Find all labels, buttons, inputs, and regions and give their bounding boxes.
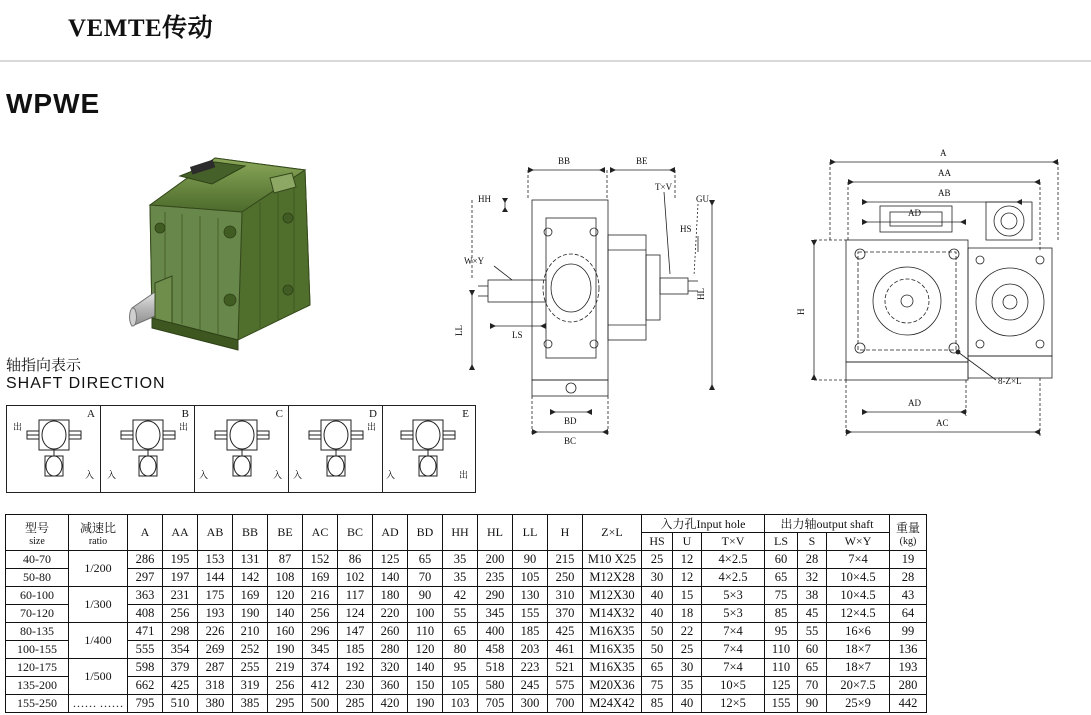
cell-wxy: 12×4.5: [827, 605, 890, 623]
cell-ll: 130: [513, 587, 548, 605]
header-size: [6, 515, 69, 551]
header-col-aa: AA: [163, 515, 198, 551]
cell-size: 100-155: [6, 641, 69, 659]
cell-wxy: 7×4: [827, 551, 890, 569]
svg-text:AD: AD: [908, 208, 921, 218]
cell-a: 598: [128, 659, 163, 677]
cell-hl: 290: [478, 587, 513, 605]
header-ls: LS: [765, 533, 798, 551]
shaft-direction-letter: A: [87, 408, 95, 420]
header-ratio-cn: 减速比: [79, 520, 116, 535]
cell-ratio: 1/400: [69, 623, 128, 659]
cell-s: 45: [798, 605, 827, 623]
shaft-direction-in: 入: [386, 470, 396, 480]
cell-zxl: M20X36: [583, 677, 642, 695]
shaft-direction-out: 出: [367, 422, 377, 432]
svg-text:HL: HL: [696, 288, 706, 300]
table-row: [6, 659, 927, 677]
svg-text:BC: BC: [564, 436, 577, 446]
cell-txv: 7×4: [702, 659, 765, 677]
cell-size: 80-135: [6, 623, 69, 641]
cell-txv: 5×3: [702, 587, 765, 605]
cell-u: 18: [673, 605, 702, 623]
cell-a: 662: [128, 677, 163, 695]
cell-hl: 345: [478, 605, 513, 623]
cell-weight: 442: [890, 695, 927, 713]
cell-hh: 80: [443, 641, 478, 659]
cell-be: 219: [268, 659, 303, 677]
spec-table: [5, 514, 927, 713]
cell-h: 521: [548, 659, 583, 677]
header-ratio-en: ratio: [88, 535, 108, 547]
cell-u: 15: [673, 587, 702, 605]
cell-u: 30: [673, 659, 702, 677]
cell-ab: 153: [198, 551, 233, 569]
product-photo: [120, 140, 345, 360]
shaft-direction-cell-a: [7, 406, 101, 492]
cell-size: 155-250: [6, 695, 69, 713]
cell-s: 32: [798, 569, 827, 587]
cell-ac: 169: [303, 569, 338, 587]
header-col-ab: AB: [198, 515, 233, 551]
cell-hh: 55: [443, 605, 478, 623]
cell-ad: 140: [373, 569, 408, 587]
cell-h: 461: [548, 641, 583, 659]
cell-ad: 125: [373, 551, 408, 569]
cell-ac: 256: [303, 605, 338, 623]
cell-bc: 192: [338, 659, 373, 677]
cell-bd: 90: [408, 587, 443, 605]
cell-ll: 185: [513, 623, 548, 641]
spec-table-head: [6, 515, 927, 551]
shaft-direction-label: [6, 358, 166, 392]
cell-txv: 7×4: [702, 623, 765, 641]
cell-ll: 105: [513, 569, 548, 587]
cell-ratio: 1/200: [69, 551, 128, 587]
cell-bd: 110: [408, 623, 443, 641]
spec-table-header-row-1: [6, 515, 927, 533]
cell-bb: 252: [233, 641, 268, 659]
cell-ab: 175: [198, 587, 233, 605]
header-weight-cn: 重量: [895, 520, 920, 535]
cell-bb: 385: [233, 695, 268, 713]
cell-hl: 518: [478, 659, 513, 677]
cell-ac: 345: [303, 641, 338, 659]
cell-hh: 105: [443, 677, 478, 695]
cell-be: 190: [268, 641, 303, 659]
shaft-direction-cell-d: [289, 406, 383, 492]
cell-hs: 85: [642, 695, 673, 713]
header-col-ad: AD: [373, 515, 408, 551]
cell-u: 40: [673, 695, 702, 713]
shaft-direction-cell-c: [195, 406, 289, 492]
cell-bb: 142: [233, 569, 268, 587]
svg-text:LL: LL: [454, 325, 464, 336]
header-col-a: A: [128, 515, 163, 551]
cell-size: 40-70: [6, 551, 69, 569]
cell-hl: 200: [478, 551, 513, 569]
svg-text:8-Z×L: 8-Z×L: [998, 376, 1022, 386]
cell-hs: 25: [642, 551, 673, 569]
cell-wxy: 20×7.5: [827, 677, 890, 695]
svg-text:HH: HH: [478, 194, 491, 204]
cell-a: 555: [128, 641, 163, 659]
cell-ad: 280: [373, 641, 408, 659]
table-row: [6, 677, 927, 695]
cell-size: 120-175: [6, 659, 69, 677]
cell-s: 70: [798, 677, 827, 695]
cell-bc: 185: [338, 641, 373, 659]
cell-weight: 28: [890, 569, 927, 587]
svg-text:GU: GU: [696, 194, 709, 204]
cell-bb: 190: [233, 605, 268, 623]
cell-ll: 90: [513, 551, 548, 569]
shaft-direction-letter: E: [462, 408, 469, 420]
cell-zxl: M10 X25: [583, 551, 642, 569]
svg-text:BB: BB: [558, 156, 571, 166]
cell-aa: 298: [163, 623, 198, 641]
cell-ac: 296: [303, 623, 338, 641]
side-view-drawing: [790, 140, 1090, 470]
cell-u: 22: [673, 623, 702, 641]
cell-bb: 169: [233, 587, 268, 605]
cell-weight: 43: [890, 587, 927, 605]
header-col-hl: HL: [478, 515, 513, 551]
cell-aa: 379: [163, 659, 198, 677]
table-row: [6, 695, 927, 713]
cell-h: 425: [548, 623, 583, 641]
cell-size: 135-200: [6, 677, 69, 695]
header-s: S: [798, 533, 827, 551]
cell-size: 50-80: [6, 569, 69, 587]
svg-text:A: A: [940, 148, 947, 158]
shaft-direction-label-en: SHAFT DIRECTION: [6, 375, 166, 392]
cell-ac: 216: [303, 587, 338, 605]
cell-s: 65: [798, 659, 827, 677]
cell-bc: 86: [338, 551, 373, 569]
cell-bc: 285: [338, 695, 373, 713]
shaft-direction-in: 入: [293, 470, 303, 480]
svg-text:LS: LS: [512, 330, 523, 340]
cell-hs: 30: [642, 569, 673, 587]
header-col-zxl: Z×L: [583, 515, 642, 551]
cell-hs: 40: [642, 605, 673, 623]
cell-weight: 19: [890, 551, 927, 569]
shaft-direction-out: 出: [179, 422, 189, 432]
cell-hl: 705: [478, 695, 513, 713]
header-txv: T×V: [702, 533, 765, 551]
cell-hs: 75: [642, 677, 673, 695]
cell-txv: 5×3: [702, 605, 765, 623]
cell-ac: 152: [303, 551, 338, 569]
table-row: [6, 587, 927, 605]
cell-ac: 374: [303, 659, 338, 677]
cell-zxl: M12X30: [583, 587, 642, 605]
cell-hl: 400: [478, 623, 513, 641]
cell-wxy: 25×9: [827, 695, 890, 713]
cell-be: 160: [268, 623, 303, 641]
cell-ac: 500: [303, 695, 338, 713]
header-size-en: size: [29, 535, 45, 547]
table-row: [6, 641, 927, 659]
cell-bc: 117: [338, 587, 373, 605]
cell-be: 140: [268, 605, 303, 623]
cell-zxl: M14X32: [583, 605, 642, 623]
cell-u: 25: [673, 641, 702, 659]
cell-txv: 4×2.5: [702, 551, 765, 569]
cell-ls: 60: [765, 551, 798, 569]
cell-a: 408: [128, 605, 163, 623]
header-col-h: H: [548, 515, 583, 551]
cell-bc: 102: [338, 569, 373, 587]
table-row: [6, 551, 927, 569]
svg-text:W×Y: W×Y: [464, 256, 485, 266]
cell-size: 70-120: [6, 605, 69, 623]
cell-aa: 425: [163, 677, 198, 695]
header-col-ll: LL: [513, 515, 548, 551]
cell-ab: 380: [198, 695, 233, 713]
cell-a: 795: [128, 695, 163, 713]
cell-a: 286: [128, 551, 163, 569]
header-u: U: [673, 533, 702, 551]
header-divider: [0, 60, 1091, 62]
page-title: WPWE: [6, 88, 101, 119]
spec-table-body: [6, 551, 927, 713]
cell-ad: 320: [373, 659, 408, 677]
cell-ll: 203: [513, 641, 548, 659]
cell-s: 28: [798, 551, 827, 569]
table-row: [6, 623, 927, 641]
brand-title: VEMTE传动: [68, 15, 214, 42]
cell-ls: 110: [765, 659, 798, 677]
svg-text:HS: HS: [680, 224, 692, 234]
svg-text:AC: AC: [936, 418, 949, 428]
cell-size: 60-100: [6, 587, 69, 605]
header-col-bb: BB: [233, 515, 268, 551]
cell-zxl: M16X35: [583, 659, 642, 677]
cell-be: 295: [268, 695, 303, 713]
svg-text:BD: BD: [564, 416, 577, 426]
cell-bb: 210: [233, 623, 268, 641]
cell-ad: 360: [373, 677, 408, 695]
header-col-hh: HH: [443, 515, 478, 551]
cell-be: 256: [268, 677, 303, 695]
cell-bd: 120: [408, 641, 443, 659]
cell-ll: 155: [513, 605, 548, 623]
header-col-be: BE: [268, 515, 303, 551]
shaft-direction-in: 入: [107, 470, 117, 480]
cell-hh: 95: [443, 659, 478, 677]
svg-text:AB: AB: [938, 188, 951, 198]
cell-weight: 193: [890, 659, 927, 677]
cell-u: 12: [673, 569, 702, 587]
cell-ad: 180: [373, 587, 408, 605]
cell-bb: 255: [233, 659, 268, 677]
cell-bd: 140: [408, 659, 443, 677]
header-input-hole: 入力孔Input hole: [642, 515, 765, 533]
cell-ls: 155: [765, 695, 798, 713]
shaft-direction-label-cn: 轴指向表示: [6, 358, 82, 374]
cell-aa: 354: [163, 641, 198, 659]
cell-ll: 300: [513, 695, 548, 713]
cell-ls: 125: [765, 677, 798, 695]
cell-weight: 99: [890, 623, 927, 641]
cell-u: 35: [673, 677, 702, 695]
cell-h: 370: [548, 605, 583, 623]
cell-h: 700: [548, 695, 583, 713]
cell-h: 250: [548, 569, 583, 587]
cell-ab: 193: [198, 605, 233, 623]
header-hs: HS: [642, 533, 673, 551]
cell-hl: 580: [478, 677, 513, 695]
cell-a: 297: [128, 569, 163, 587]
cell-wxy: 18×7: [827, 641, 890, 659]
cell-bb: 319: [233, 677, 268, 695]
cell-be: 87: [268, 551, 303, 569]
cell-zxl: M16X35: [583, 641, 642, 659]
svg-text:BE: BE: [636, 156, 648, 166]
header-col-ac: AC: [303, 515, 338, 551]
cell-aa: 510: [163, 695, 198, 713]
cell-be: 120: [268, 587, 303, 605]
cell-ab: 226: [198, 623, 233, 641]
cell-wxy: 10×4.5: [827, 569, 890, 587]
cell-ls: 95: [765, 623, 798, 641]
cell-wxy: 18×7: [827, 659, 890, 677]
header-col-bc: BC: [338, 515, 373, 551]
cell-bc: 147: [338, 623, 373, 641]
cell-bc: 230: [338, 677, 373, 695]
header-ratio: [69, 515, 128, 551]
cell-bc: 124: [338, 605, 373, 623]
cell-zxl: M24X42: [583, 695, 642, 713]
cell-ls: 65: [765, 569, 798, 587]
cell-ad: 420: [373, 695, 408, 713]
cell-weight: 136: [890, 641, 927, 659]
shaft-direction-in: 入: [273, 470, 283, 480]
table-row: [6, 569, 927, 587]
cell-ll: 245: [513, 677, 548, 695]
front-view-drawing: [450, 140, 735, 450]
cell-wxy: 10×4.5: [827, 587, 890, 605]
cell-txv: 7×4: [702, 641, 765, 659]
cell-weight: 64: [890, 605, 927, 623]
cell-bd: 65: [408, 551, 443, 569]
cell-hl: 458: [478, 641, 513, 659]
header-size-cn: 型号: [24, 520, 49, 535]
svg-text:T×V: T×V: [655, 182, 673, 192]
cell-aa: 197: [163, 569, 198, 587]
cell-ab: 287: [198, 659, 233, 677]
cell-ab: 318: [198, 677, 233, 695]
cell-txv: 12×5: [702, 695, 765, 713]
header-weight: [890, 515, 927, 551]
cell-h: 310: [548, 587, 583, 605]
cell-hh: 103: [443, 695, 478, 713]
shaft-direction-letter: D: [369, 408, 377, 420]
cell-ll: 223: [513, 659, 548, 677]
cell-hh: 42: [443, 587, 478, 605]
cell-ratio: 1/500: [69, 659, 128, 695]
shaft-direction-letter: C: [275, 408, 283, 420]
cell-ls: 110: [765, 641, 798, 659]
svg-text:AD: AD: [908, 398, 921, 408]
cell-s: 38: [798, 587, 827, 605]
cell-ad: 260: [373, 623, 408, 641]
cell-bd: 100: [408, 605, 443, 623]
cell-hh: 35: [443, 551, 478, 569]
cell-ls: 85: [765, 605, 798, 623]
cell-hs: 65: [642, 659, 673, 677]
cell-bd: 190: [408, 695, 443, 713]
cell-h: 215: [548, 551, 583, 569]
cell-h: 575: [548, 677, 583, 695]
cell-a: 363: [128, 587, 163, 605]
cell-hh: 65: [443, 623, 478, 641]
cell-wxy: 16×6: [827, 623, 890, 641]
cell-zxl: M16X35: [583, 623, 642, 641]
shaft-direction-diagram: [6, 405, 476, 493]
shaft-direction-out: 出: [459, 470, 469, 480]
cell-ab: 144: [198, 569, 233, 587]
cell-s: 55: [798, 623, 827, 641]
cell-u: 12: [673, 551, 702, 569]
cell-be: 108: [268, 569, 303, 587]
cell-ratio: 1/300: [69, 587, 128, 623]
cell-a: 471: [128, 623, 163, 641]
cell-aa: 195: [163, 551, 198, 569]
cell-hs: 50: [642, 623, 673, 641]
cell-bd: 150: [408, 677, 443, 695]
cell-hs: 50: [642, 641, 673, 659]
cell-weight: 280: [890, 677, 927, 695]
cell-zxl: M12X28: [583, 569, 642, 587]
cell-txv: 10×5: [702, 677, 765, 695]
page-header: [0, 0, 1091, 52]
shaft-direction-cell-b: [101, 406, 195, 492]
shaft-direction-out: 出: [13, 422, 23, 432]
cell-bd: 70: [408, 569, 443, 587]
cell-hh: 35: [443, 569, 478, 587]
header-output-shaft: 出力轴output shaft: [765, 515, 890, 533]
cell-bb: 131: [233, 551, 268, 569]
cell-ab: 269: [198, 641, 233, 659]
header-col-bd: BD: [408, 515, 443, 551]
header-weight-unit: (kg): [899, 535, 917, 547]
cell-s: 60: [798, 641, 827, 659]
cell-ls: 75: [765, 587, 798, 605]
cell-hl: 235: [478, 569, 513, 587]
header-wxy: W×Y: [827, 533, 890, 551]
cell-aa: 231: [163, 587, 198, 605]
table-row: [6, 605, 927, 623]
shaft-direction-letter: B: [181, 408, 189, 420]
cell-hs: 40: [642, 587, 673, 605]
svg-text:H: H: [796, 308, 806, 315]
cell-ac: 412: [303, 677, 338, 695]
cell-ratio: …… ……: [69, 695, 128, 713]
cell-ad: 220: [373, 605, 408, 623]
shaft-direction-in: 入: [85, 470, 95, 480]
cell-s: 90: [798, 695, 827, 713]
svg-text:AA: AA: [938, 168, 951, 178]
cell-txv: 4×2.5: [702, 569, 765, 587]
shaft-direction-in: 入: [199, 470, 209, 480]
cell-aa: 256: [163, 605, 198, 623]
